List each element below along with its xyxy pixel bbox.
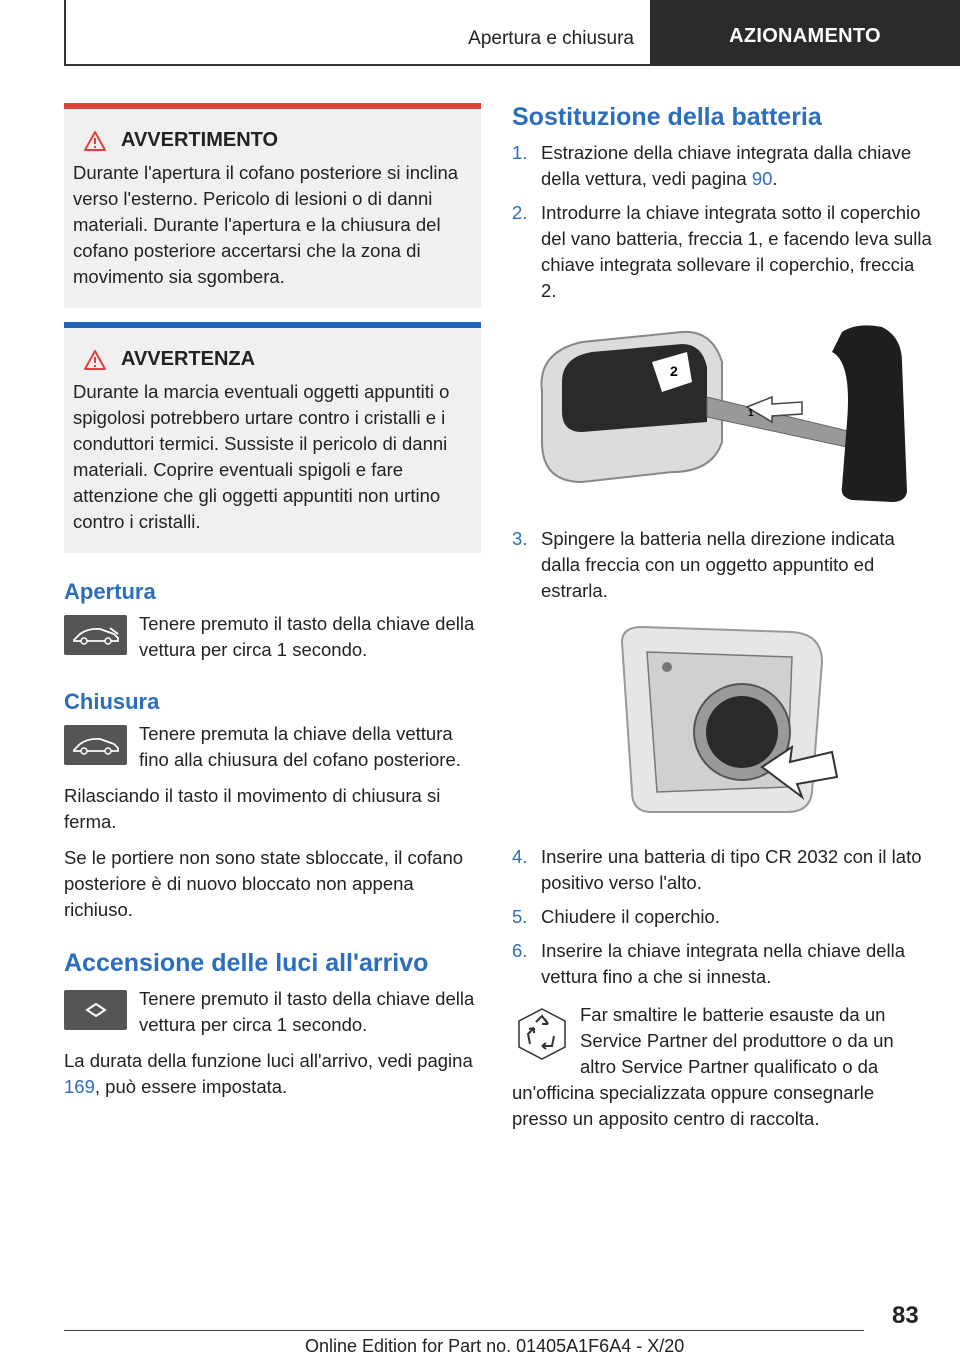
recycle-note: [512, 1002, 932, 1132]
step-item: 1. Estrazione della chiave integrata dalla chiave della vettura, vedi pagina 90.: [512, 140, 932, 192]
step-item: [512, 938, 932, 990]
header-rule: [64, 64, 650, 66]
page-number: 83: [892, 1302, 919, 1329]
step-number: 5.: [512, 906, 528, 927]
step-item: [512, 904, 932, 930]
header-chapter-tab: AZIONAMENTO: [650, 0, 960, 66]
accensione-paragraph: La durata della funzione luci all'arrivo, vedi pagina 169, può essere impostata.: [64, 1050, 473, 1097]
step-number: 1.: [512, 142, 528, 163]
svg-text:2: 2: [670, 363, 678, 379]
notice-text: Durante la marcia eventuali oggetti appuntiti o spigolosi potrebbero urtare contro i cristalli e i conduttori termici. Sussiste il pericolo di danni materiali. Coprire eventuali spigoli e fare attenzione che gli oggetti appuntiti non urtino contro i cristalli.: [73, 381, 450, 532]
warning-triangle-icon: [83, 349, 107, 371]
warning-box-red: [64, 103, 481, 308]
notice-box-blue: [64, 322, 481, 553]
footer-edition: Online Edition for Part no. 01405A1F6A4 - X/20: [305, 1336, 685, 1356]
step-text: Inserire una batteria di tipo CR 2032 con il lato positivo verso l'alto.: [541, 846, 922, 893]
warning-triangle-icon: [83, 130, 107, 152]
chiusura-text: Tenere premuta la chiave della vettura fino alla chiusura del cofano posteriore.: [139, 723, 461, 770]
step-text: Inserire la chiave integrata nella chiave della vettura fino a che si innesta.: [541, 940, 906, 987]
step-item: [512, 526, 932, 604]
step-text: Spingere la batteria nella direzione indicata dalla freccia con un oggetto appuntito ed estrarla.: [541, 528, 895, 601]
key-lever-illustration: [512, 322, 932, 512]
step-text: Introdurre la chiave integrata sotto il coperchio del vano batteria, freccia 1, e facendo leva sulla chiave integrata sollevare il coperchio, freccia 2.: [541, 202, 932, 301]
step-number: 2.: [512, 202, 528, 223]
footer-rule: [64, 1330, 864, 1331]
step-number: 3.: [512, 528, 528, 549]
accensione-heading: Accensione delle luci all'arrivo: [64, 949, 429, 977]
step-number: 6.: [512, 940, 528, 961]
accensione-text: Tenere premuto il tasto della chiave della vettura per circa 1 secondo.: [139, 988, 475, 1035]
chiusura-paragraph-1: Rilasciando il tasto il movimento di chiusura si ferma.: [64, 785, 441, 832]
page-link[interactable]: 169: [64, 1076, 95, 1097]
warning-text: Durante l'apertura il cofano posteriore si inclina verso l'esterno. Pericolo di lesioni o di danni materiali. Durante l'apertura e la chiusura del cofano posteriore accertarsi che la zona di movimento sia sgombera.: [73, 162, 459, 287]
page-link[interactable]: 90: [751, 168, 773, 189]
notice-title: AVVERTENZA: [121, 348, 256, 370]
chiusura-paragraph-2: Se le portiere non sono state sbloccate, il cofano posteriore è di nuovo bloccato non appena richiuso.: [64, 847, 464, 920]
tailgate-open-icon: [64, 615, 127, 655]
light-key-icon: [64, 990, 127, 1030]
battery-heading: Sostituzione della batteria: [512, 103, 822, 131]
recycle-text: Far smaltire le batterie esauste da un Service Partner del produttore o da un altro Service Partner qualificato o da un'officina specializzata oppure consegnarle presso un apposito centro di raccolta.: [512, 1004, 894, 1129]
svg-text:1: 1: [748, 408, 754, 419]
step-text: Chiudere il coperchio.: [541, 906, 720, 927]
step-item: [512, 844, 932, 896]
step-item: [512, 200, 932, 304]
apertura-heading: Apertura: [64, 579, 156, 604]
left-column: [64, 103, 481, 1100]
warning-title: AVVERTIMENTO: [121, 129, 279, 151]
tailgate-close-icon: [64, 725, 127, 765]
page-header: [64, 0, 960, 66]
right-column: [512, 103, 932, 1132]
recycle-icon: [514, 1006, 570, 1062]
apertura-text: Tenere premuto il tasto della chiave della vettura per circa 1 secondo.: [139, 613, 475, 660]
step-number: 4.: [512, 846, 528, 867]
battery-removal-illustration: [512, 622, 932, 822]
header-section-title: Apertura e chiusura: [468, 28, 634, 49]
chiusura-heading: Chiusura: [64, 689, 160, 714]
